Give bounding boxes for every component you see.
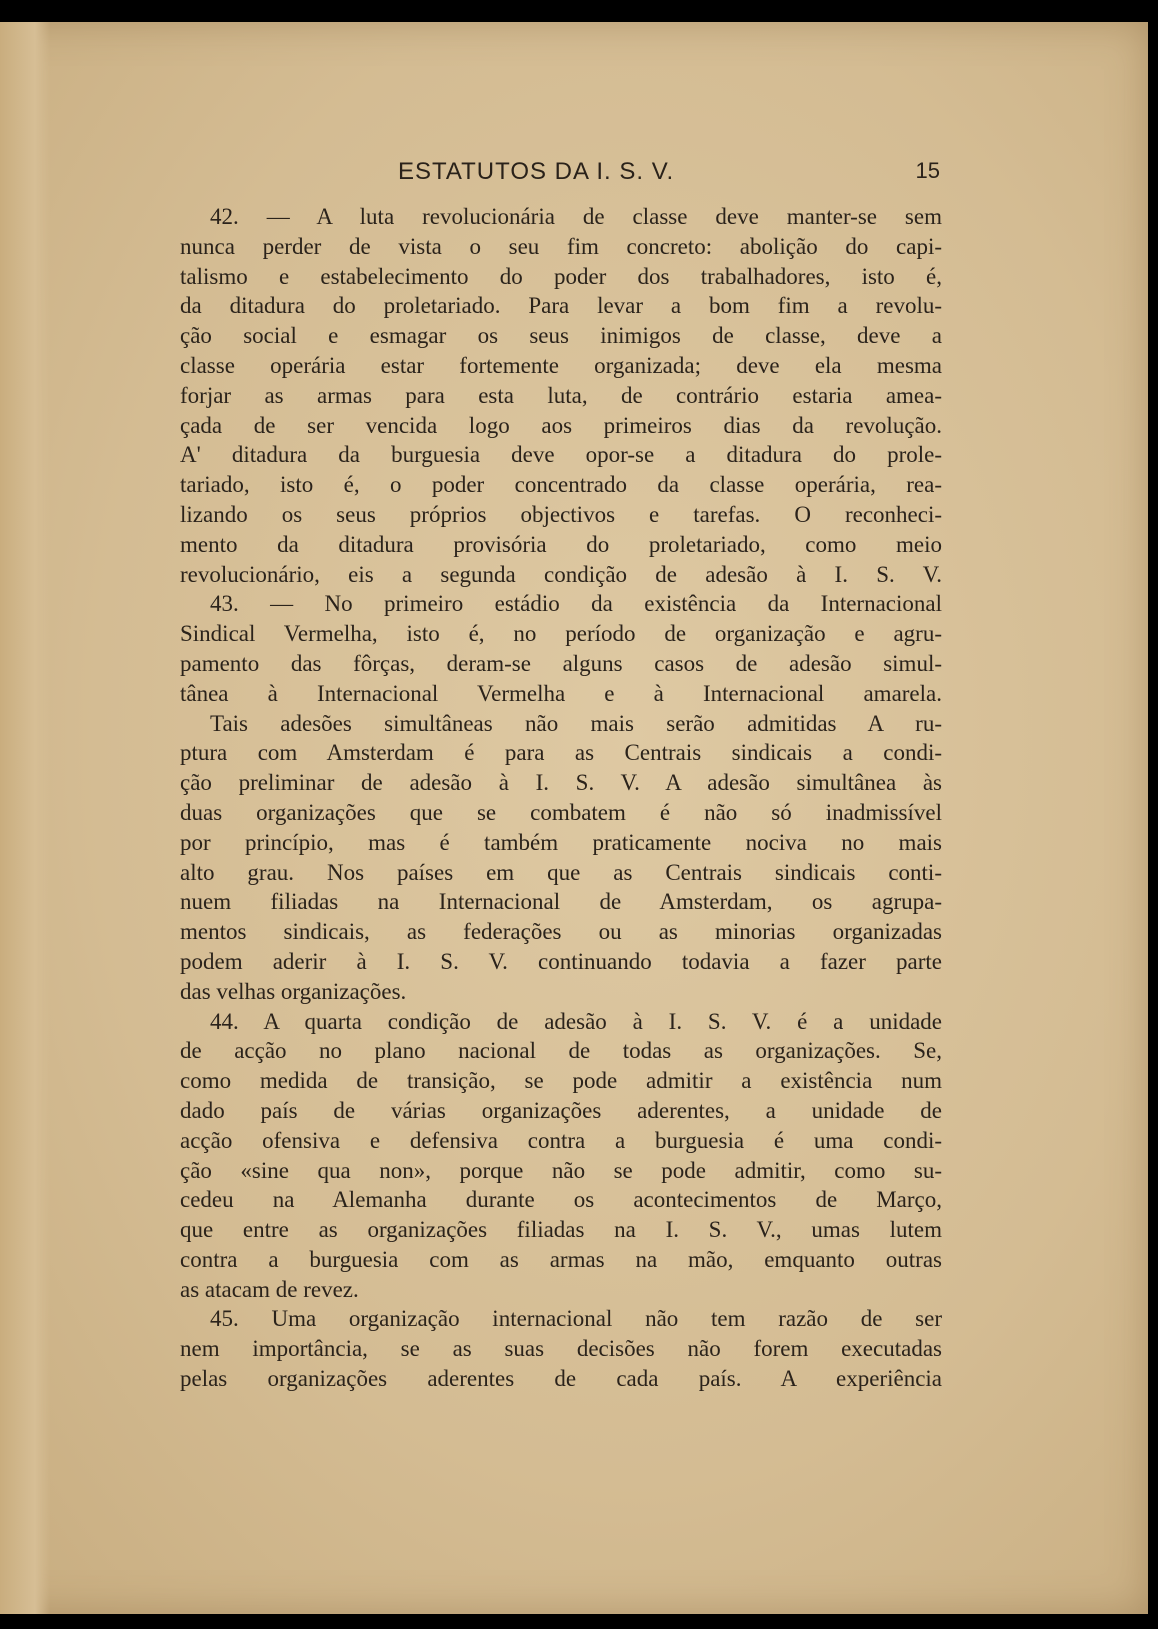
page-header: [180, 158, 940, 198]
text-line: ptura com Amsterdam é para as Centrais sindicais a condi-: [180, 740, 942, 766]
text-line: por princípio, mas é também praticamente nociva no mais: [180, 829, 942, 855]
text-line: cedeu na Alemanha durante os acontecimentos de Março,: [180, 1187, 942, 1213]
text-line: Sindical Vermelha, isto é, no período de organização e agru-: [180, 621, 942, 647]
text-line: 45. Uma organização internacional não tem razão de ser: [210, 1306, 942, 1332]
text-line: Tais adesões simultâneas não mais serão admitidas A ru-: [210, 710, 942, 736]
text-line: as atacam de revez.: [180, 1276, 359, 1302]
text-line: pelas organizações aderentes de cada país. A experiência: [180, 1366, 942, 1392]
text-line: da ditadura do proletariado. Para levar a bom fim a revolu-: [180, 293, 942, 319]
text-line: duas organizações que se combatem é não só inadmissível: [180, 799, 942, 825]
text-line: de acção no plano nacional de todas as organizações. Se,: [180, 1038, 942, 1064]
text-line: revolucionário, eis a segunda condição de adesão à I. S. V.: [180, 561, 942, 587]
text-line: 42. — A luta revolucionária de classe deve manter-se sem: [210, 204, 942, 229]
text-line: tariado, isto é, o poder concentrado da classe operária, rea-: [180, 472, 942, 498]
text-line: classe operária estar fortemente organizada; deve ela mesma: [180, 352, 942, 378]
text-line: como medida de transição, se pode admitir a existência num: [180, 1068, 942, 1094]
text-line: dado país de várias organizações aderentes, a unidade de: [180, 1097, 942, 1123]
text-line: lizando os seus próprios objectivos e tarefas. O reconheci-: [180, 501, 942, 527]
text-line: A' ditadura da burguesia deve opor-se a ditadura do prole-: [180, 442, 942, 468]
text-line: 44. A quarta condição de adesão à I. S. V. é a unidade: [210, 1008, 942, 1034]
text-line: 43. — No primeiro estádio da existência da Internacional: [210, 591, 942, 617]
text-line: podem aderir à I. S. V. continuando todavia a fazer parte: [180, 948, 942, 974]
text-line: çada de ser vencida logo aos primeiros dias da revolução.: [180, 412, 942, 438]
body-text: [180, 202, 942, 1394]
text-line: ção preliminar de adesão à I. S. V. A adesão simultânea às: [180, 770, 942, 796]
text-line: nunca perder de vista o seu fim concreto: abolição do capi-: [180, 233, 942, 259]
text-line: ção «sine qua non», porque não se pode admitir, como su-: [180, 1157, 942, 1183]
text-line: mento da ditadura provisória do proletariado, como meio: [180, 531, 942, 557]
text-line: alto grau. Nos países em que as Centrais sindicais conti-: [180, 859, 942, 885]
text-line: das velhas organizações.: [180, 978, 407, 1004]
page-number: 15: [915, 158, 940, 183]
running-title: ESTATUTOS DA I. S. V.: [398, 158, 675, 185]
text-line: nem importância, se as suas decisões não forem executadas: [180, 1336, 942, 1362]
text-line: ção social e esmagar os seus inimigos de classe, deve a: [180, 323, 942, 349]
text-line: contra a burguesia com as armas na mão, emquanto outras: [180, 1246, 942, 1272]
text-line: tânea à Internacional Vermelha e à Internacional amarela.: [180, 680, 942, 706]
text-line: que entre as organizações filiadas na I. S. V., umas lutem: [180, 1217, 942, 1243]
text-line: forjar as armas para esta luta, de contrário estaria amea-: [180, 382, 942, 408]
page-edge-shadow: [0, 22, 50, 1614]
text-line: acção ofensiva e defensiva contra a burguesia é uma condi-: [180, 1127, 942, 1153]
text-line: talismo e estabelecimento do poder dos trabalhadores, isto é,: [180, 263, 942, 289]
text-line: mentos sindicais, as federações ou as minorias organizadas: [180, 919, 942, 945]
text-line: pamento das fôrças, deram-se alguns casos de adesão simul-: [180, 650, 942, 676]
text-line: nuem filiadas na Internacional de Amsterdam, os agrupa-: [180, 889, 942, 915]
